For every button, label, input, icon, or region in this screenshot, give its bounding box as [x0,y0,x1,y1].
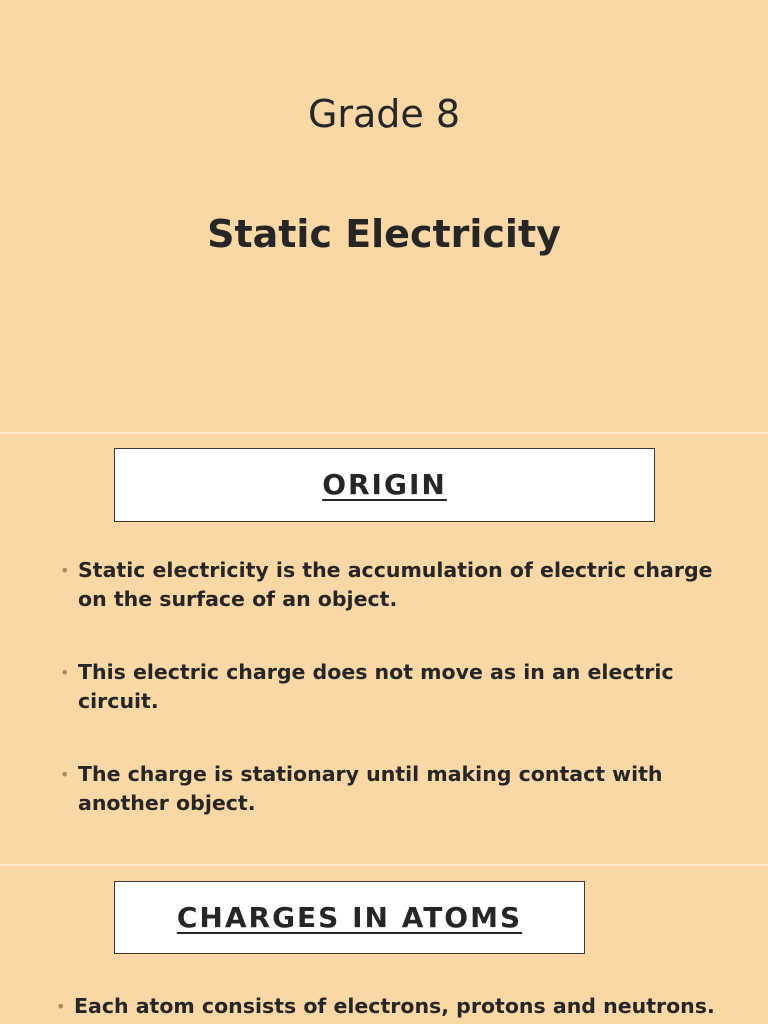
slide-origin [0,434,768,864]
atoms-bullet-list [56,992,756,1021]
bullet-text: Each atom consists of electrons, protons and neutrons. [74,994,715,1018]
bullet-text: Static electricity is the accumulation of electric charge on the surface of an object. [78,558,713,611]
atoms-heading-box [114,881,585,954]
list-item [56,992,756,1021]
list-item [60,760,720,818]
bullet-icon: • [60,765,70,784]
atoms-heading: CHARGES IN ATOMS [176,901,523,934]
bullet-text: This electric charge does not move as in an electric circuit. [78,660,674,713]
list-item [60,658,720,716]
slide-title-text: Static Electricity [207,212,561,256]
grade-label: Grade 8 [307,92,461,136]
slide-charges-in-atoms [0,866,768,1024]
bullet-icon: • [56,997,66,1016]
list-item [60,556,720,614]
slide-title [0,0,768,432]
bullet-icon: • [60,561,70,580]
bullet-icon: • [60,663,70,682]
origin-bullet-list [60,556,720,862]
origin-heading-box [114,448,655,522]
bullet-text: The charge is stationary until making contact with another object. [78,762,663,815]
origin-heading: ORIGIN [322,468,447,501]
